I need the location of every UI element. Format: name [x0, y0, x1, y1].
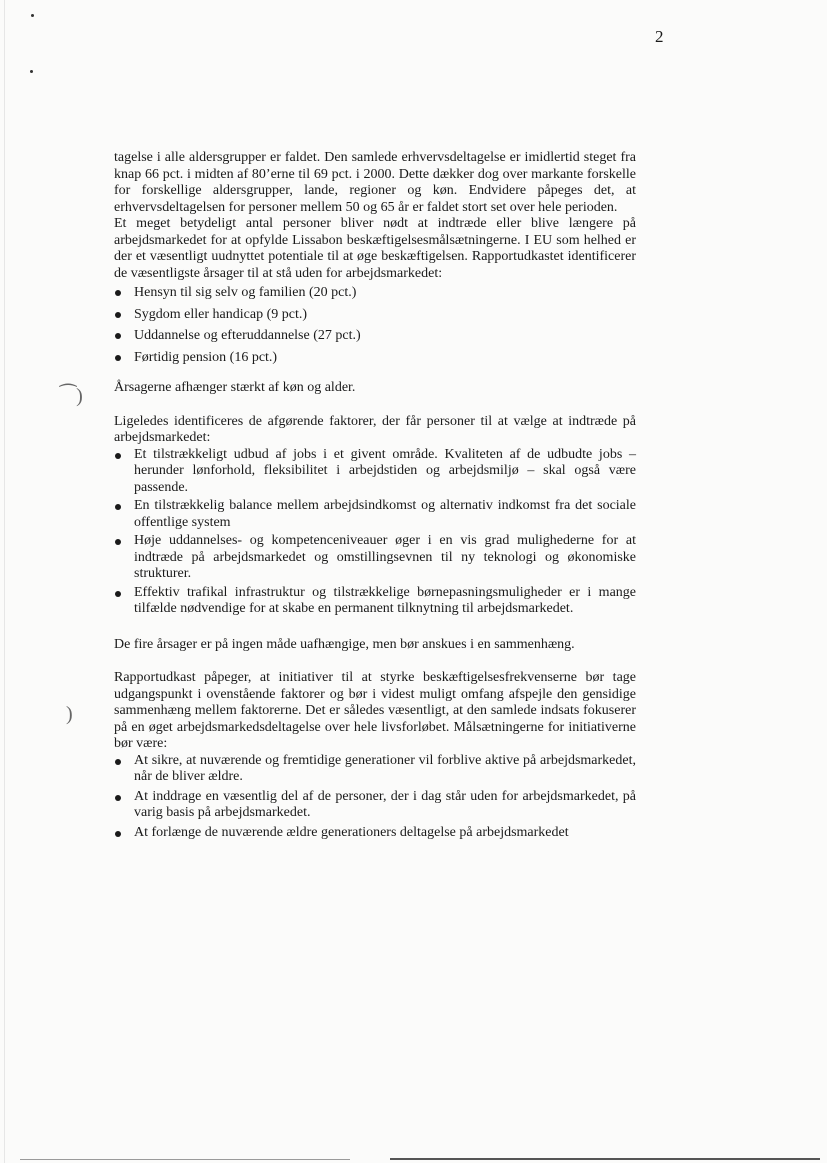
bullet-icon — [115, 333, 121, 339]
punch-hole-mark: ) — [66, 703, 73, 725]
paragraph: Rapportudkast påpeger, at initiativer til at styrke beskæftigelsesfrekvenserne bør tage udgangspunkt i ovenstående faktorer og bør i videst muligt omfang afspejle den gensidige sammenhæng mellem faktorerne. Det er således væsentligt, at den samlede indsats fokuserer på en øget arbejdsmarkedsdeltagelse over hele livsforløbet. Målsætningerne for initiativerne bør være: — [114, 670, 636, 751]
bullet-icon — [115, 795, 121, 801]
list-item: At sikre, at nuværende og fremtidige generationer vil forblive aktive på arbejdsmarkedet, når de bliver ældre. — [114, 753, 636, 786]
paragraph: Ligeledes identificeres de afgørende faktorer, der får personer til at vælge at indtræde på arbejdsmarkedet: — [114, 413, 636, 445]
scan-speck — [31, 14, 34, 17]
scan-edge — [4, 0, 5, 1163]
list-item: At forlænge de nuværende ældre generationers deltagelse på arbejdsmarkedet — [114, 825, 636, 842]
paragraph: tagelse i alle aldersgrupper er faldet. Den samlede erhvervsdeltagelse er imidlertid steget fra knap 66 pct. i midten af 80’erne til 69 pct. i 2000. Dette dækker dog over markante forskelle for forskellige aldersgrupper, lande, regioner og køn. Endvidere påpeges det, at erhvervsdeltagelsen for personer mellem 50 og 65 år er faldet stort set over hele perioden. — [114, 150, 636, 215]
bullet-icon — [115, 453, 121, 459]
list-item: Førtidig pension (16 pct.) — [114, 347, 636, 369]
paragraph: De fire årsager er på ingen måde uafhængige, men bør anskues i en sammenhæng. — [114, 636, 575, 652]
scan-edge-line — [390, 1158, 820, 1160]
scan-edge-line — [20, 1159, 350, 1160]
bullet-icon — [115, 504, 121, 510]
bullet-icon — [115, 759, 121, 765]
bullet-icon — [115, 831, 121, 837]
factors-list — [114, 447, 636, 618]
list-item: Sygdom eller handicap (9 pct.) — [114, 304, 636, 326]
bullet-icon — [115, 591, 121, 597]
list-item: Høje uddannelses- og kompetenceniveauer øger i en vis grad mulighederne for at indtræde på arbejdsmarkedet og omstillingsevnen til ny teknologi og økonomiske strukturer. — [114, 533, 636, 583]
bullet-icon — [115, 539, 121, 545]
bullet-icon — [115, 312, 121, 318]
list-item: En tilstrækkelig balance mellem arbejdsindkomst og alternativ indkomst fra det sociale offentlige system — [114, 498, 636, 531]
punch-hole-mark: ⁀) — [60, 385, 83, 407]
bullet-icon — [115, 355, 121, 361]
list-item: Hensyn til sig selv og familien (20 pct.) — [114, 282, 636, 304]
scan-speck — [30, 70, 33, 73]
document-body — [114, 150, 636, 844]
reasons-list — [114, 282, 636, 368]
list-item: At inddrage en væsentlig del af de personer, der i dag står uden for arbejdsmarkedet, på varig basis på arbejdsmarkedet. — [114, 789, 636, 822]
page-number: 2 — [655, 27, 664, 46]
paragraph: Årsagerne afhænger stærkt af køn og alder. — [114, 380, 356, 395]
paragraph: Et meget betydeligt antal personer bliver nødt at indtræde eller blive længere på arbejdsmarkedet for at opfylde Lissabon beskæftigelsesmålsætningerne. I EU som helhed er der et væsentligt uudnyttet potentiale til at øge beskæftigelsen. Rapportudkastet identificerer de væsentligste årsager til at stå uden for arbejdsmarkedet: — [114, 216, 636, 281]
list-item: Effektiv trafikal infrastruktur og tilstrækkelige børnepasningsmuligheder er i mange tilfælde nødvendige for at skabe en permanent tilknytning til arbejdsmarkedet. — [114, 585, 636, 618]
goals-list — [114, 753, 636, 842]
list-item: Uddannelse og efteruddannelse (27 pct.) — [114, 325, 636, 347]
bullet-icon — [115, 290, 121, 296]
list-item: Et tilstrækkeligt udbud af jobs i et givent område. Kvaliteten af de udbudte jobs – herunder lønforhold, fleksibilitet i arbejdstiden og arbejdsmiljø – skal også være passende. — [114, 447, 636, 497]
